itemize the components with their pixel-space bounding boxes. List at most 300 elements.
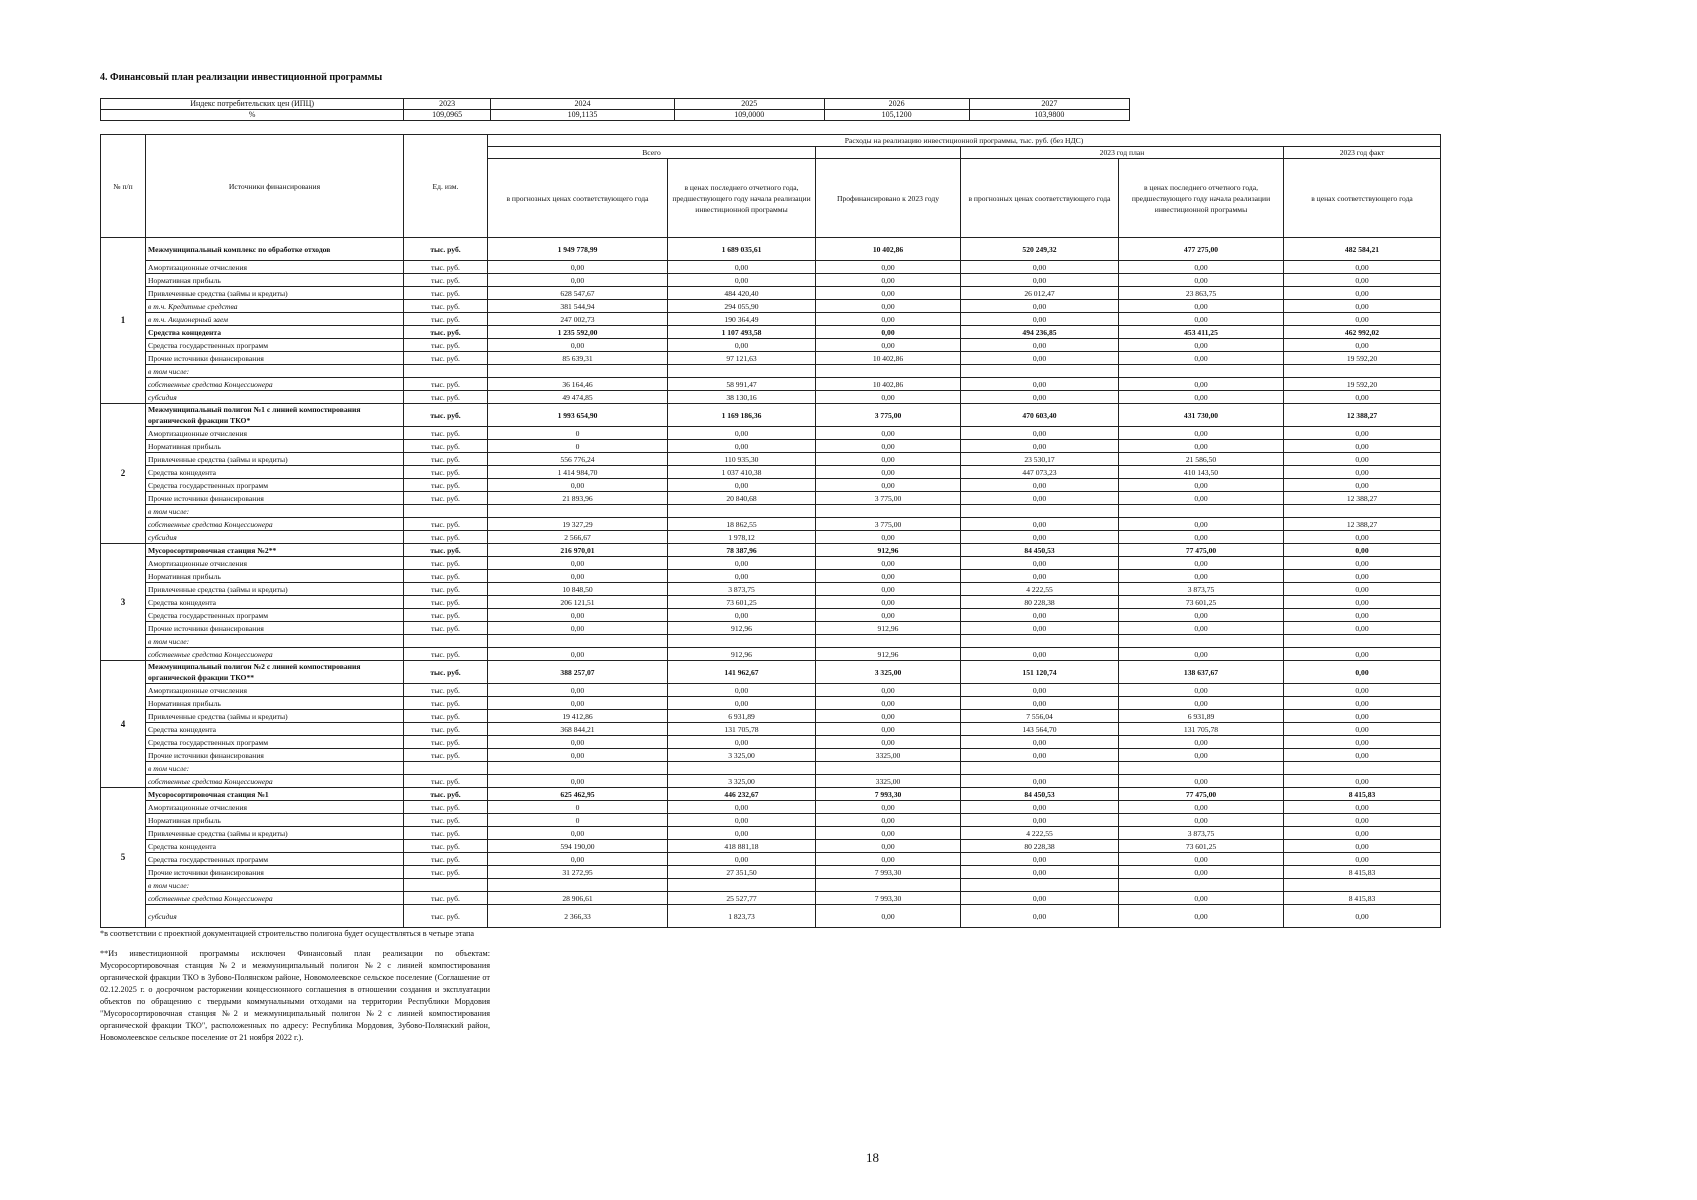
value-cell: 0,00 — [668, 427, 816, 440]
table-row — [101, 570, 1441, 583]
value-cell: 1 689 035,61 — [668, 238, 816, 261]
value-cell: 3 325,00 — [668, 775, 816, 788]
source-name: Мусоросортировочная станция №1 — [146, 788, 404, 801]
footnote: *в соответствии с проектной документацией строительство полигона будет осуществляться в четыре этапа — [100, 929, 475, 938]
value-cell: 0,00 — [816, 339, 961, 352]
value-cell: 0,00 — [1284, 557, 1441, 570]
unit-cell: тыс. руб. — [404, 596, 488, 609]
source-name: Привлеченные средства (займы и кредиты) — [146, 583, 404, 596]
header-expenses: Расходы на реализацию инвестиционной программы, тыс. руб. (без НДС) — [488, 135, 1441, 147]
value-cell: 77 475,00 — [1119, 544, 1284, 557]
table-row — [101, 261, 1441, 274]
value-cell: 0,00 — [816, 905, 961, 928]
source-name: Межмуниципальный полигон №1 с линией компостирования органической фракции ТКО* — [146, 404, 404, 427]
value-cell: 84 450,53 — [961, 788, 1119, 801]
source-name: Средства государственных программ — [146, 609, 404, 622]
header-fact-2023: 2023 год факт — [1284, 147, 1441, 159]
value-cell: 10 402,86 — [816, 238, 961, 261]
value-cell: 3 873,75 — [1119, 827, 1284, 840]
unit-cell: тыс. руб. — [404, 557, 488, 570]
unit-cell: тыс. руб. — [404, 518, 488, 531]
value-cell: 12 388,27 — [1284, 404, 1441, 427]
value-cell: 0,00 — [1119, 648, 1284, 661]
header-row-1 — [101, 135, 1441, 147]
value-cell: 0,00 — [668, 479, 816, 492]
value-cell — [668, 505, 816, 518]
value-cell: 470 603,40 — [961, 404, 1119, 427]
value-cell: 85 639,31 — [488, 352, 668, 365]
table-row — [101, 300, 1441, 313]
value-cell — [668, 762, 816, 775]
value-cell: 0,00 — [1119, 684, 1284, 697]
unit-cell: тыс. руб. — [404, 274, 488, 287]
unit-cell: тыс. руб. — [404, 326, 488, 339]
value-cell: 520 249,32 — [961, 238, 1119, 261]
value-cell: 0,00 — [816, 479, 961, 492]
value-cell: 0,00 — [488, 261, 668, 274]
unit-cell: тыс. руб. — [404, 238, 488, 261]
value-cell: 2 366,33 — [488, 905, 668, 928]
value-cell: 0,00 — [1284, 287, 1441, 300]
value-cell: 0,00 — [1119, 697, 1284, 710]
value-cell: 0,00 — [816, 723, 961, 736]
value-cell: 0,00 — [1284, 261, 1441, 274]
unit-cell: тыс. руб. — [404, 775, 488, 788]
value-cell: 0,00 — [961, 622, 1119, 635]
value-cell: 0,00 — [1119, 749, 1284, 762]
source-name: собственные средства Концессионера — [146, 378, 404, 391]
cpi-values-row — [101, 110, 1130, 121]
value-cell: 0,00 — [1284, 313, 1441, 326]
value-cell: 0,00 — [1284, 710, 1441, 723]
value-cell: 21 586,50 — [1119, 453, 1284, 466]
value-cell — [961, 635, 1119, 648]
unit-cell: тыс. руб. — [404, 300, 488, 313]
unit-cell — [404, 365, 488, 378]
value-cell: 0,00 — [961, 492, 1119, 505]
value-cell: 1 414 984,70 — [488, 466, 668, 479]
value-cell: 0,00 — [816, 261, 961, 274]
value-cell: 0,00 — [816, 440, 961, 453]
value-cell: 206 121,51 — [488, 596, 668, 609]
table-row — [101, 453, 1441, 466]
unit-cell — [404, 762, 488, 775]
unit-cell: тыс. руб. — [404, 661, 488, 684]
value-cell: 0,00 — [816, 710, 961, 723]
source-name: в т.ч. Акционерный заем — [146, 313, 404, 326]
table-row — [101, 710, 1441, 723]
value-cell: 0,00 — [1284, 466, 1441, 479]
value-cell: 912,96 — [668, 622, 816, 635]
source-name: Амортизационные отчисления — [146, 427, 404, 440]
value-cell: 453 411,25 — [1119, 326, 1284, 339]
value-cell: 0,00 — [1284, 339, 1441, 352]
value-cell: 0,00 — [1284, 749, 1441, 762]
cpi-value: 103,9800 — [969, 110, 1129, 121]
value-cell: 0,00 — [961, 378, 1119, 391]
value-cell: 0,00 — [488, 853, 668, 866]
value-cell: 19 592,20 — [1284, 378, 1441, 391]
value-cell: 0 — [488, 801, 668, 814]
footnotes — [100, 928, 490, 1052]
value-cell: 388 257,07 — [488, 661, 668, 684]
value-cell: 0,00 — [1284, 609, 1441, 622]
unit-cell: тыс. руб. — [404, 814, 488, 827]
value-cell: 7 993,30 — [816, 892, 961, 905]
value-cell: 18 862,55 — [668, 518, 816, 531]
table-row — [101, 440, 1441, 453]
value-cell: 0,00 — [1284, 905, 1441, 928]
source-name: Нормативная прибыль — [146, 440, 404, 453]
value-cell: 143 564,70 — [961, 723, 1119, 736]
table-row — [101, 736, 1441, 749]
source-name: в том числе: — [146, 762, 404, 775]
table-row — [101, 466, 1441, 479]
page-number: 18 — [866, 1150, 879, 1165]
unit-cell: тыс. руб. — [404, 866, 488, 879]
value-cell: 0,00 — [1119, 622, 1284, 635]
value-cell: 0,00 — [961, 648, 1119, 661]
value-cell — [961, 505, 1119, 518]
value-cell: 0,00 — [1284, 775, 1441, 788]
value-cell: 78 387,96 — [668, 544, 816, 557]
value-cell: 0 — [488, 440, 668, 453]
value-cell: 0,00 — [488, 557, 668, 570]
unit-cell: тыс. руб. — [404, 736, 488, 749]
table-row — [101, 352, 1441, 365]
value-cell: 0,00 — [1284, 391, 1441, 404]
header-nn: № п/п — [101, 135, 146, 238]
source-name: Прочие источники финансирования — [146, 622, 404, 635]
row-number: 5 — [101, 788, 146, 928]
table-row — [101, 583, 1441, 596]
value-cell: 138 637,67 — [1119, 661, 1284, 684]
value-cell: 31 272,95 — [488, 866, 668, 879]
value-cell: 0,00 — [816, 736, 961, 749]
value-cell: 0,00 — [961, 274, 1119, 287]
table-row — [101, 274, 1441, 287]
value-cell — [668, 879, 816, 892]
value-cell: 0,00 — [1284, 840, 1441, 853]
value-cell: 0,00 — [1284, 723, 1441, 736]
value-cell: 1 169 186,36 — [668, 404, 816, 427]
value-cell: 0,00 — [1119, 801, 1284, 814]
value-cell: 0,00 — [1119, 492, 1284, 505]
value-cell: 0,00 — [1284, 583, 1441, 596]
value-cell: 0,00 — [1284, 648, 1441, 661]
footnote: **Из инвестиционной программы исключен Финансовый план реализации по объектам: Мусоросортировочная станция №2 и межмуниципальный полигон №2 с линией компостирования органической фракции ТКО в Зубово-Полянском районе, Новомолеевское сельское поселение (Соглашение от 02.12.2025 г. о досрочном расторжении концессионного соглашения в отношении создания и эксплуатации объектов по обращению с твердыми коммунальными отходами на территории Республики Мордовия "Мусоросортировочная станция №2 и межмуниципальный полигон №2 с линией компостирования органической фракции ТКО", расположенных по адресу: Республика Мордовия, Зубово-Полянский район, Новомолеевское сельское поселение от 21 ноября 2022 г.). — [100, 949, 490, 1042]
unit-cell: тыс. руб. — [404, 723, 488, 736]
value-cell — [816, 505, 961, 518]
value-cell: 0,00 — [816, 840, 961, 853]
value-cell: 0,00 — [1284, 274, 1441, 287]
source-name: в том числе: — [146, 879, 404, 892]
value-cell: 8 415,83 — [1284, 866, 1441, 879]
value-cell: 0,00 — [1119, 339, 1284, 352]
table-row — [101, 505, 1441, 518]
value-cell: 0,00 — [488, 570, 668, 583]
source-name: Межмуниципальный комплекс по обработке отходов — [146, 238, 404, 261]
value-cell: 25 527,77 — [668, 892, 816, 905]
header-source: Источники финансирования — [146, 135, 404, 238]
value-cell: 0,00 — [668, 684, 816, 697]
value-cell: 628 547,67 — [488, 287, 668, 300]
value-cell — [1119, 635, 1284, 648]
value-cell: 3 873,75 — [668, 583, 816, 596]
table-row — [101, 518, 1441, 531]
header-col-plan-forecast: в прогнозных ценах соответствующего года — [961, 159, 1119, 238]
value-cell: 0,00 — [668, 736, 816, 749]
value-cell: 0,00 — [961, 479, 1119, 492]
value-cell — [488, 505, 668, 518]
value-cell: 0,00 — [816, 583, 961, 596]
value-cell: 73 601,25 — [668, 596, 816, 609]
table-row — [101, 339, 1441, 352]
value-cell: 0,00 — [1119, 300, 1284, 313]
value-cell: 0,00 — [1284, 479, 1441, 492]
table-row — [101, 840, 1441, 853]
value-cell: 1 107 493,58 — [668, 326, 816, 339]
source-name: Средства государственных программ — [146, 736, 404, 749]
value-cell: 0,00 — [961, 557, 1119, 570]
value-cell: 0 — [488, 814, 668, 827]
value-cell: 1 978,12 — [668, 531, 816, 544]
value-cell: 80 228,38 — [961, 840, 1119, 853]
value-cell: 0,00 — [961, 313, 1119, 326]
unit-cell: тыс. руб. — [404, 352, 488, 365]
value-cell: 216 970,01 — [488, 544, 668, 557]
value-cell: 7 993,30 — [816, 788, 961, 801]
value-cell: 4 222,55 — [961, 827, 1119, 840]
value-cell: 0,00 — [816, 531, 961, 544]
value-cell: 0,00 — [488, 749, 668, 762]
value-cell: 26 012,47 — [961, 287, 1119, 300]
unit-cell: тыс. руб. — [404, 648, 488, 661]
unit-cell: тыс. руб. — [404, 391, 488, 404]
unit-cell: тыс. руб. — [404, 287, 488, 300]
value-cell: 190 364,49 — [668, 313, 816, 326]
value-cell: 0,00 — [961, 853, 1119, 866]
table-row — [101, 814, 1441, 827]
source-name: Нормативная прибыль — [146, 274, 404, 287]
value-cell: 7 556,04 — [961, 710, 1119, 723]
value-cell: 8 415,83 — [1284, 892, 1441, 905]
value-cell: 0,00 — [488, 609, 668, 622]
value-cell: 0,00 — [816, 287, 961, 300]
value-cell: 0,00 — [668, 339, 816, 352]
value-cell: 3 873,75 — [1119, 583, 1284, 596]
source-name: в том числе: — [146, 505, 404, 518]
row-number: 4 — [101, 661, 146, 788]
value-cell: 151 120,74 — [961, 661, 1119, 684]
table-row — [101, 492, 1441, 505]
value-cell: 0,00 — [961, 684, 1119, 697]
value-cell: 368 844,21 — [488, 723, 668, 736]
value-cell: 0,00 — [668, 557, 816, 570]
value-cell — [961, 365, 1119, 378]
value-cell: 0,00 — [816, 827, 961, 840]
value-cell: 0,00 — [1284, 622, 1441, 635]
value-cell: 141 962,67 — [668, 661, 816, 684]
value-cell: 0,00 — [1284, 736, 1441, 749]
unit-cell: тыс. руб. — [404, 531, 488, 544]
value-cell: 0,00 — [488, 622, 668, 635]
unit-cell: тыс. руб. — [404, 466, 488, 479]
value-cell — [961, 762, 1119, 775]
row-number: 3 — [101, 544, 146, 661]
value-cell: 0,00 — [961, 609, 1119, 622]
unit-cell: тыс. руб. — [404, 404, 488, 427]
table-row — [101, 661, 1441, 684]
header-col-last-year: в ценах последнего отчетного года, предшествующего году начала реализации инвестиционной программы — [668, 159, 816, 238]
unit-cell — [404, 635, 488, 648]
cpi-unit: % — [101, 110, 404, 121]
unit-cell: тыс. руб. — [404, 313, 488, 326]
value-cell: 73 601,25 — [1119, 596, 1284, 609]
unit-cell: тыс. руб. — [404, 684, 488, 697]
value-cell: 484 420,40 — [668, 287, 816, 300]
value-cell — [961, 879, 1119, 892]
value-cell: 381 544,94 — [488, 300, 668, 313]
value-cell: 431 730,00 — [1119, 404, 1284, 427]
unit-cell: тыс. руб. — [404, 710, 488, 723]
table-row — [101, 749, 1441, 762]
value-cell: 2 566,67 — [488, 531, 668, 544]
value-cell — [816, 879, 961, 892]
unit-cell: тыс. руб. — [404, 440, 488, 453]
table-row — [101, 365, 1441, 378]
source-name: Привлеченные средства (займы и кредиты) — [146, 453, 404, 466]
value-cell: 0,00 — [816, 814, 961, 827]
value-cell: 3 775,00 — [816, 518, 961, 531]
financial-plan-table — [100, 134, 1441, 928]
header-total: Всего — [488, 147, 816, 159]
table-row — [101, 313, 1441, 326]
value-cell: 0,00 — [1119, 557, 1284, 570]
value-cell: 1 823,73 — [668, 905, 816, 928]
value-cell — [1119, 365, 1284, 378]
source-name: Амортизационные отчисления — [146, 557, 404, 570]
value-cell: 4 222,55 — [961, 583, 1119, 596]
table-row — [101, 391, 1441, 404]
value-cell: 0,00 — [816, 596, 961, 609]
unit-cell: тыс. руб. — [404, 492, 488, 505]
value-cell: 0,00 — [961, 339, 1119, 352]
unit-cell — [404, 879, 488, 892]
unit-cell: тыс. руб. — [404, 840, 488, 853]
value-cell: 0,00 — [1284, 570, 1441, 583]
value-cell: 0,00 — [1119, 427, 1284, 440]
value-cell: 21 893,96 — [488, 492, 668, 505]
source-name: собственные средства Концессионера — [146, 648, 404, 661]
value-cell: 0,00 — [1284, 596, 1441, 609]
value-cell: 0,00 — [1119, 853, 1284, 866]
value-cell: 0,00 — [961, 352, 1119, 365]
source-name: собственные средства Концессионера — [146, 518, 404, 531]
source-name: Нормативная прибыль — [146, 697, 404, 710]
value-cell: 446 232,67 — [668, 788, 816, 801]
value-cell: 477 275,00 — [1119, 238, 1284, 261]
value-cell: 0,00 — [488, 479, 668, 492]
table-row — [101, 697, 1441, 710]
unit-cell: тыс. руб. — [404, 801, 488, 814]
header-plan-2023: 2023 год план — [961, 147, 1284, 159]
value-cell — [816, 762, 961, 775]
value-cell: 912,96 — [668, 648, 816, 661]
value-cell: 0,00 — [816, 557, 961, 570]
source-name: Прочие источники финансирования — [146, 492, 404, 505]
value-cell: 1 993 654,90 — [488, 404, 668, 427]
value-cell — [816, 365, 961, 378]
source-name: собственные средства Концессионера — [146, 892, 404, 905]
cpi-value: 105,1200 — [824, 110, 969, 121]
value-cell: 0,00 — [1284, 684, 1441, 697]
value-cell: 0,00 — [816, 801, 961, 814]
unit-cell: тыс. руб. — [404, 827, 488, 840]
table-row — [101, 648, 1441, 661]
value-cell: 131 705,78 — [1119, 723, 1284, 736]
table-row — [101, 775, 1441, 788]
value-cell: 0,00 — [961, 531, 1119, 544]
value-cell: 0,00 — [1119, 313, 1284, 326]
value-cell: 594 190,00 — [488, 840, 668, 853]
table-row — [101, 905, 1441, 928]
value-cell: 0,00 — [1119, 440, 1284, 453]
value-cell: 0,00 — [1119, 814, 1284, 827]
value-cell: 247 002,73 — [488, 313, 668, 326]
value-cell: 0,00 — [668, 440, 816, 453]
value-cell: 0,00 — [961, 300, 1119, 313]
value-cell: 7 993,30 — [816, 866, 961, 879]
table-row — [101, 622, 1441, 635]
source-name: Средства государственных программ — [146, 853, 404, 866]
unit-cell: тыс. руб. — [404, 544, 488, 557]
unit-cell: тыс. руб. — [404, 570, 488, 583]
value-cell: 0,00 — [961, 892, 1119, 905]
value-cell: 19 412,86 — [488, 710, 668, 723]
value-cell: 20 840,68 — [668, 492, 816, 505]
value-cell: 0,00 — [816, 609, 961, 622]
value-cell: 0,00 — [1119, 378, 1284, 391]
table-row — [101, 557, 1441, 570]
value-cell: 0,00 — [668, 570, 816, 583]
value-cell: 0,00 — [1284, 661, 1441, 684]
value-cell: 0,00 — [1119, 609, 1284, 622]
value-cell: 912,96 — [816, 622, 961, 635]
value-cell: 0,00 — [816, 274, 961, 287]
value-cell: 0,00 — [961, 814, 1119, 827]
value-cell: 0,00 — [816, 853, 961, 866]
row-number: 1 — [101, 238, 146, 404]
value-cell: 0,00 — [488, 648, 668, 661]
value-cell: 0,00 — [1119, 531, 1284, 544]
value-cell: 6 931,89 — [1119, 710, 1284, 723]
source-name: Нормативная прибыль — [146, 814, 404, 827]
value-cell: 410 143,50 — [1119, 466, 1284, 479]
value-cell: 0,00 — [816, 570, 961, 583]
value-cell: 0,00 — [961, 749, 1119, 762]
value-cell: 0,00 — [961, 697, 1119, 710]
value-cell: 23 863,75 — [1119, 287, 1284, 300]
table-row — [101, 287, 1441, 300]
value-cell: 0,00 — [668, 697, 816, 710]
unit-cell: тыс. руб. — [404, 261, 488, 274]
value-cell: 3 325,00 — [816, 661, 961, 684]
table-row — [101, 684, 1441, 697]
value-cell: 0,00 — [488, 736, 668, 749]
table-row — [101, 892, 1441, 905]
value-cell: 494 236,85 — [961, 326, 1119, 339]
